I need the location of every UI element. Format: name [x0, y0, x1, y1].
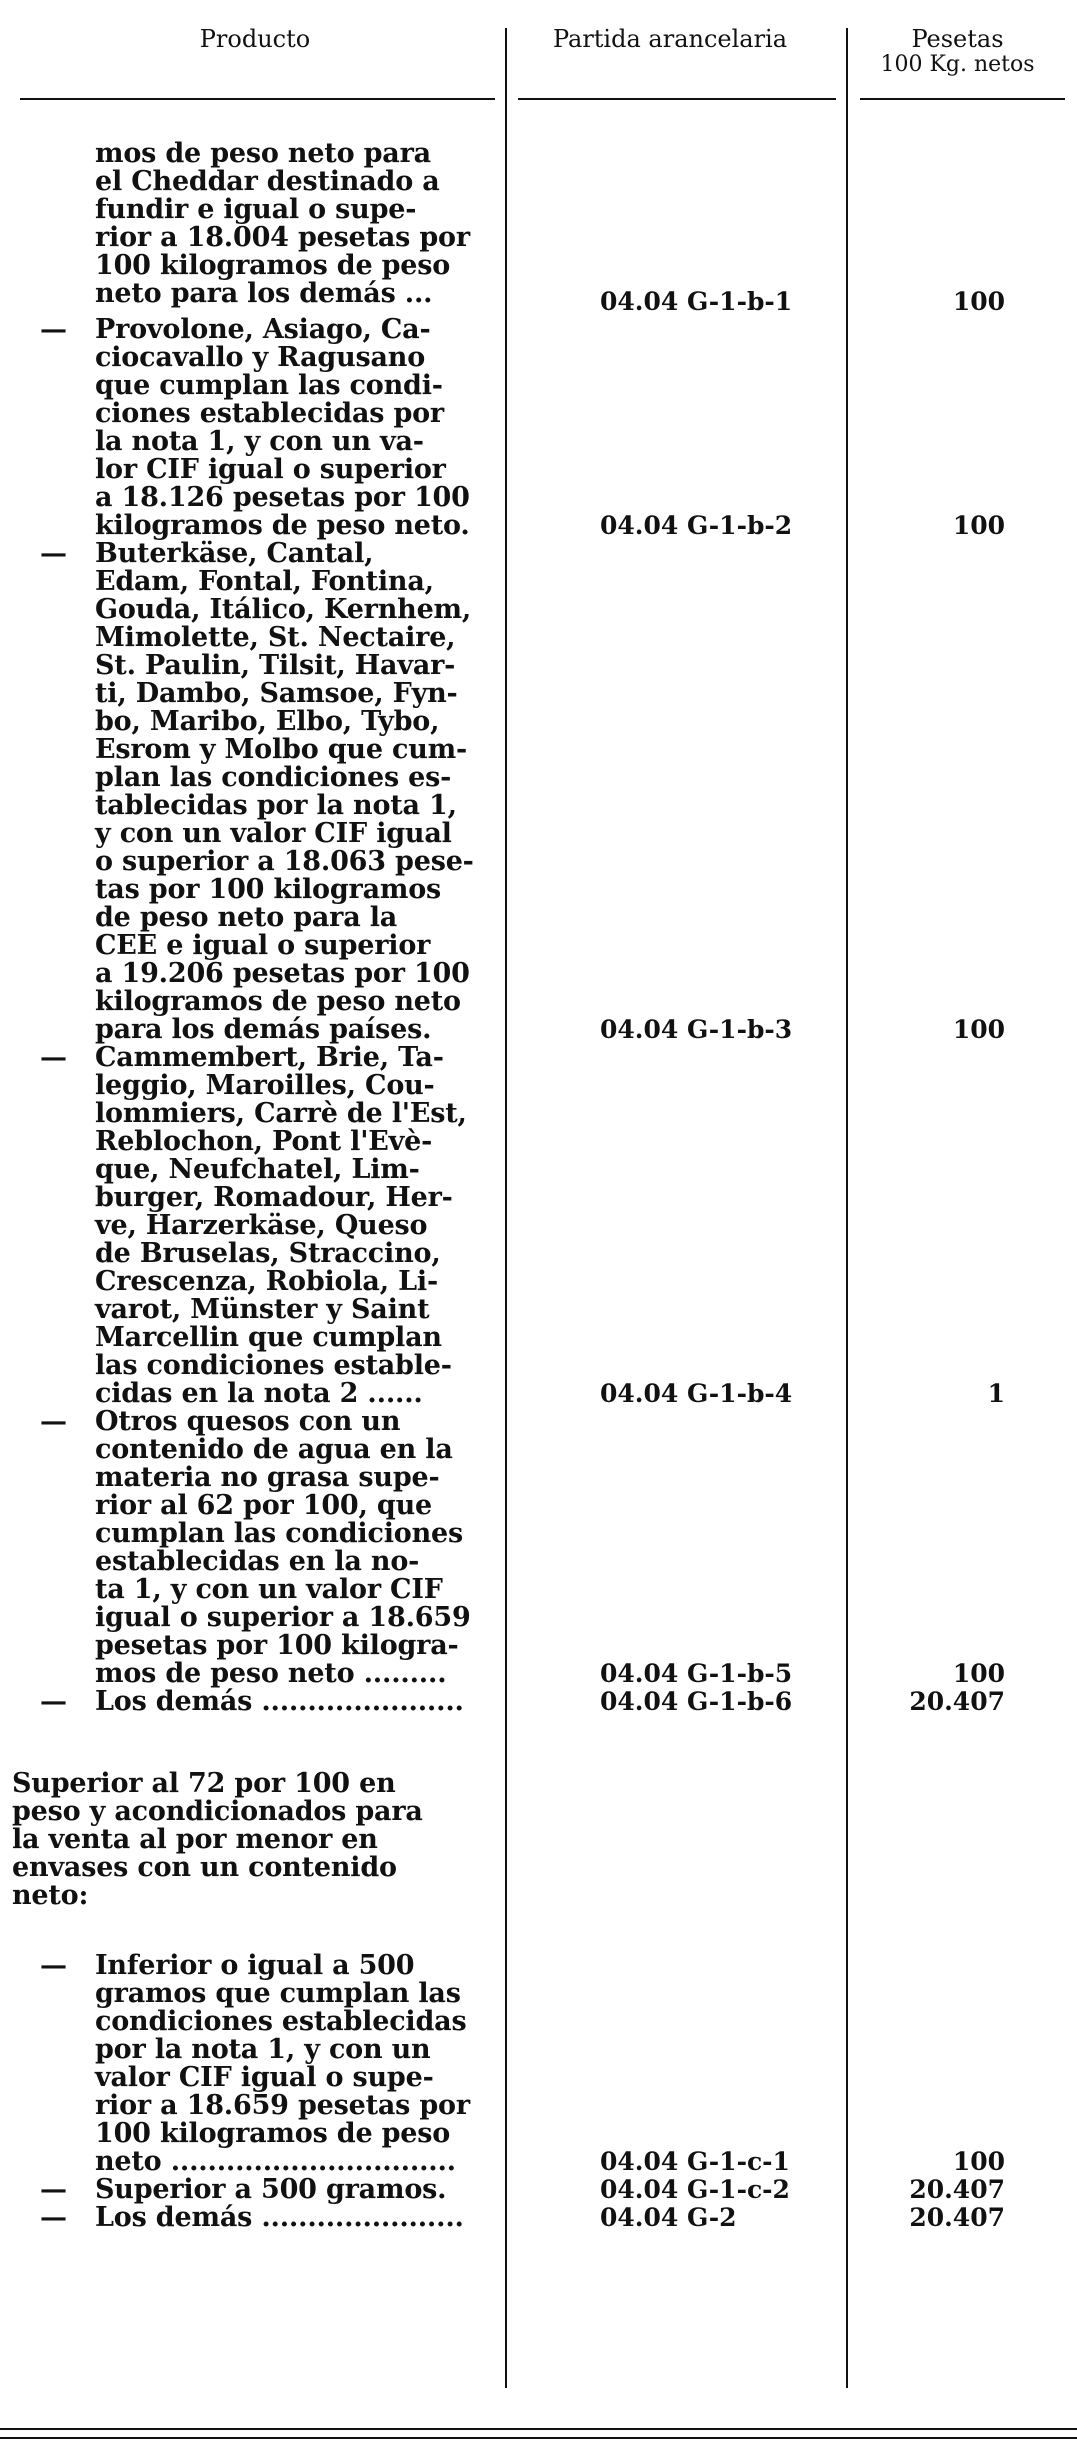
- tariff-code: 04.04 G-1-c-1: [600, 2147, 790, 2176]
- product-description: Inferior o igual a 500 gramos que cumplan las condiciones establecidas por la nota 1, y con un valor CIF igual o supe- rior a 18.659 pesetas por 100 kilogramos de peso neto ...............................: [95, 1950, 470, 2177]
- pesetas-value: 100: [952, 2147, 1005, 2176]
- tariff-code: 04.04 G-1-b-2: [600, 511, 793, 540]
- tariff-code: 04.04 G-1-b-4: [600, 1379, 793, 1408]
- tariff-code: 04.04 G-1-b-6: [600, 1687, 793, 1716]
- tariff-code: 04.04 G-1-c-2: [600, 2175, 790, 2204]
- header-producto: Producto: [199, 25, 311, 53]
- tariff-code: 04.04 G-1-b-1: [600, 287, 793, 316]
- product-description: Provolone, Asiago, Ca- ciocavallo y Ragusano que cumplan las condi- ciones establecidas por la nota 1, y con un va- lor CIF igual o superior a 18.126 pesetas por 100 kilogramos de peso neto.: [95, 314, 470, 541]
- tariff-code: 04.04 G-1-b-5: [600, 1659, 793, 1688]
- item-dash: —: [40, 2202, 67, 2233]
- pesetas-value: 100: [952, 511, 1005, 540]
- product-description: Los demás ......................: [95, 2202, 464, 2233]
- item-dash: —: [40, 538, 67, 569]
- header-pesetas-unit: 100 Kg. netos: [880, 52, 1035, 77]
- item-dash: —: [40, 314, 67, 345]
- product-description: Superior a 500 gramos.: [95, 2174, 447, 2205]
- item-dash: —: [40, 2174, 67, 2205]
- pesetas-value: 100: [952, 287, 1005, 316]
- item-dash: —: [40, 1042, 67, 1073]
- pesetas-value: 20.407: [909, 2203, 1005, 2232]
- pesetas-value: 20.407: [909, 2175, 1005, 2204]
- product-description: Buterkäse, Cantal, Edam, Fontal, Fontina, Gouda, Itálico, Kernhem, Mimolette, St. Nectaire, St. Paulin, Tilsit, Havar- ti, Dambo, Samsoe, Fyn- bo, Maribo, Elbo, Tybo, Esrom y Molbo que cum- plan las condiciones es- tablecidas por la nota 1, y con un valor CIF igual o superior a 18.063 pese- tas por 100 kilogramos de peso neto para la CEE e igual o superior a 19.206 pesetas por 100 kilogramos de peso neto para los demás países.: [95, 538, 474, 1045]
- product-description: Los demás ......................: [95, 1686, 464, 1717]
- pesetas-value: 20.407: [909, 1687, 1005, 1716]
- tariff-code: 04.04 G-1-b-3: [600, 1015, 793, 1044]
- bottom-rule: [0, 2428, 1077, 2430]
- column-divider: [846, 28, 848, 2388]
- bottom-rule: [0, 2437, 1077, 2439]
- product-description: mos de peso neto para el Cheddar destinado a fundir e igual o supe- rior a 18.004 pesetas por 100 kilogramos de peso neto para los demás ...: [95, 138, 470, 309]
- item-dash: —: [40, 1686, 67, 1717]
- tariff-code: 04.04 G-2: [600, 2203, 737, 2232]
- header-rule: [860, 98, 1065, 100]
- header-partida-arancelaria: Partida arancelaria: [552, 25, 788, 53]
- item-dash: —: [40, 1406, 67, 1437]
- pesetas-value: 100: [952, 1015, 1005, 1044]
- section-heading: Superior al 72 por 100 en peso y acondicionados para la venta al por menor en envases con un contenido neto:: [12, 1768, 423, 1911]
- pesetas-value: 100: [952, 1659, 1005, 1688]
- header-rule: [518, 98, 836, 100]
- pesetas-value: 1: [987, 1379, 1005, 1408]
- column-divider: [505, 28, 507, 2388]
- header-pesetas: [845, 26, 1070, 78]
- product-description: Cammembert, Brie, Ta- leggio, Maroilles, Cou- lommiers, Carrè de l'Est, Reblochon, Pont l'Evè- que, Neufchatel, Lim- burger, Romadour, Her- ve, Harzerkäse, Queso de Bruselas, Straccino, Crescenza, Robiola, Li- varot, Münster y Saint Marcellin que cumplan las condiciones estable- cidas en la nota 2 ......: [95, 1042, 467, 1409]
- header-pesetas-label: Pesetas: [911, 25, 1004, 53]
- header-rule: [20, 98, 495, 100]
- item-dash: —: [40, 1950, 67, 1981]
- product-description: Otros quesos con un contenido de agua en la materia no grasa supe- rior al 62 por 100, que cumplan las condiciones establecidas en la no- ta 1, y con un valor CIF igual o superior a 18.659 pesetas por 100 kilogra- mos de peso neto .........: [95, 1406, 471, 1689]
